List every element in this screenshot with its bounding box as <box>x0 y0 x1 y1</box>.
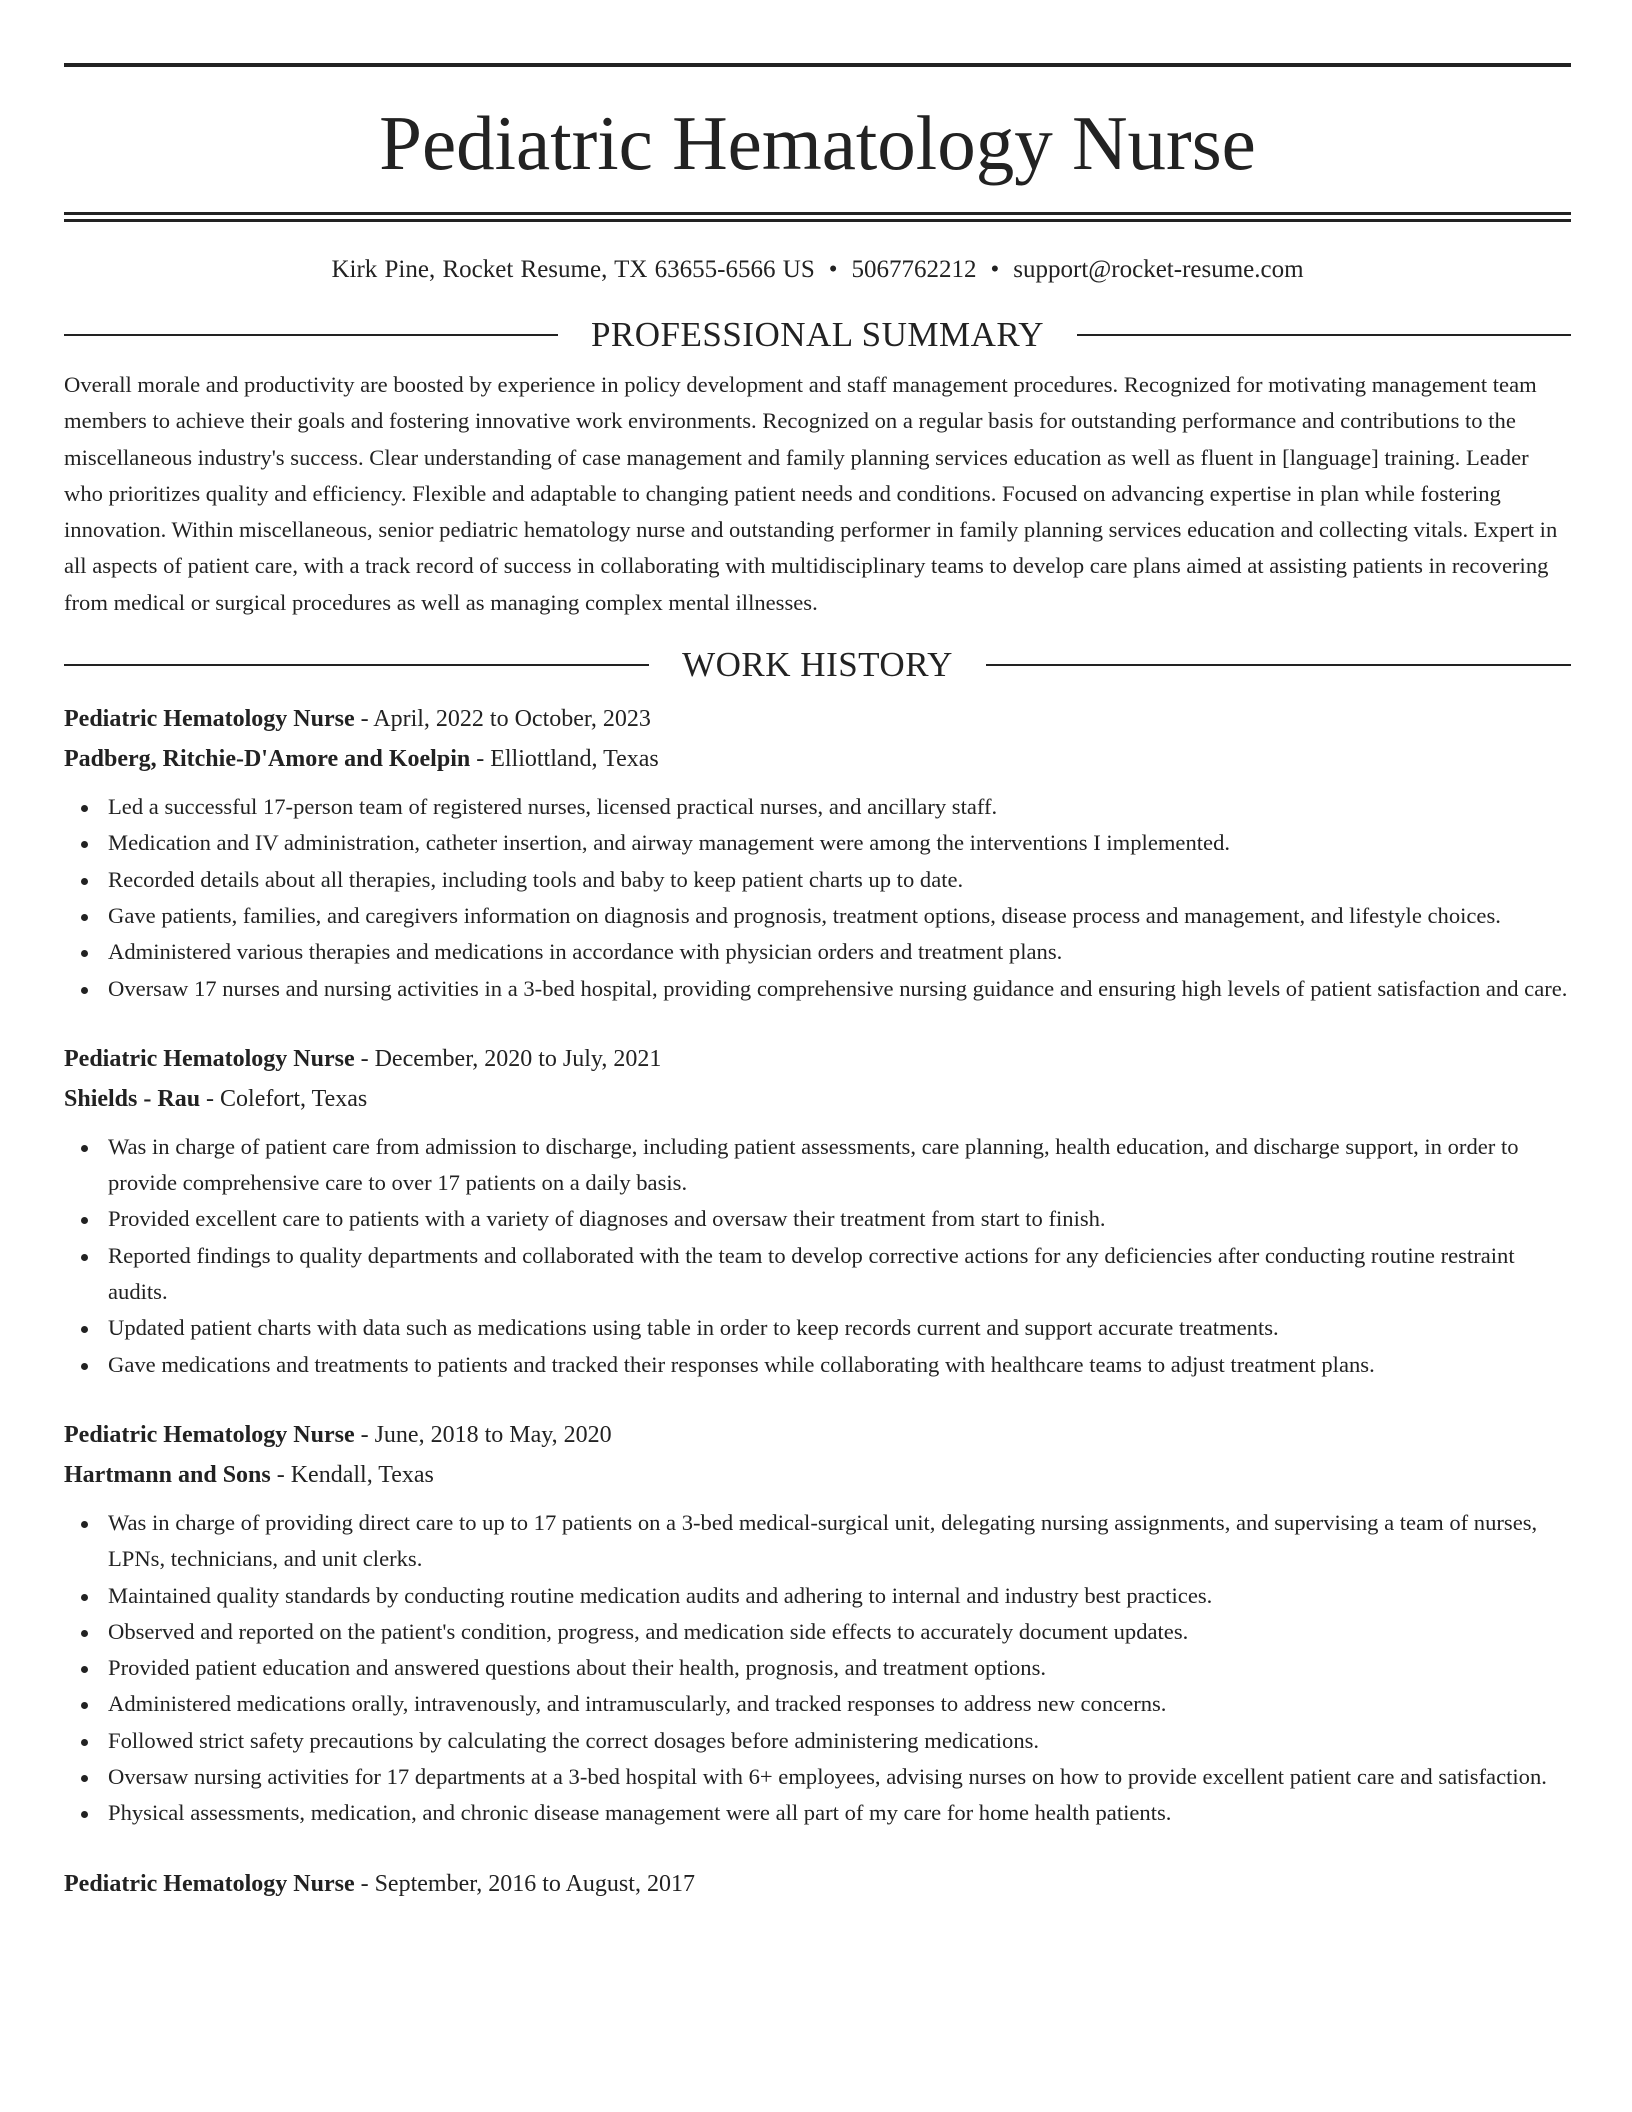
job-company: Padberg, Ritchie-D'Amore and Koelpin <box>64 746 471 773</box>
job-bullet: Maintained quality standards by conducting routine medication audits and adhering to internal and industry best practices. <box>64 1578 1571 1614</box>
job-dates: - June, 2018 to May, 2020 <box>354 1421 612 1448</box>
job-bullet: Gave medications and treatments to patients and tracked their responses while collaborating with healthcare teams to adjust treatment plans. <box>64 1347 1571 1383</box>
contact-separator: • <box>828 256 838 283</box>
job-title: Pediatric Hematology Nurse <box>64 1045 355 1072</box>
job-title-line <box>64 1039 1571 1079</box>
job-title-line <box>64 699 1571 739</box>
job-bullet: Oversaw 17 nurses and nursing activities in a 3-bed hospital, providing comprehensive nursing guidance and ensuring high levels of patient satisfaction and care. <box>64 971 1571 1007</box>
job-bullet-list <box>64 1505 1571 1832</box>
job-bullet: Was in charge of providing direct care to up to 17 patients on a 3-bed medical-surgical unit, delegating nursing assignments, and supervising a team of nurses, LPNs, technicians, and unit clerks. <box>64 1505 1571 1578</box>
job-bullet: Led a successful 17-person team of registered nurses, licensed practical nurses, and ancillary staff. <box>64 789 1571 825</box>
job-bullet: Updated patient charts with data such as medications using table in order to keep records current and support accurate treatments. <box>64 1310 1571 1346</box>
contact-line <box>64 255 1571 285</box>
job-dates: - December, 2020 to July, 2021 <box>354 1045 662 1072</box>
job-bullet: Was in charge of patient care from admission to discharge, including patient assessments, care planning, health education, and discharge support, in order to provide comprehensive care to over 17 patients on a daily basis. <box>64 1129 1571 1202</box>
job-entry <box>64 1039 1571 1383</box>
job-bullet: Oversaw nursing activities for 17 departments at a 3-bed hospital with 6+ employees, advising nurses on how to provide excellent patient care and satisfaction. <box>64 1759 1571 1795</box>
section-rule-right <box>1077 334 1571 336</box>
job-entry <box>64 699 1571 1007</box>
job-company: Shields - Rau <box>64 1085 201 1112</box>
job-company-line <box>64 1079 1571 1119</box>
resume-page <box>64 63 1571 1904</box>
job-title: Pediatric Hematology Nurse <box>64 706 355 733</box>
job-bullet-list <box>64 789 1571 1007</box>
job-title-line <box>64 1415 1571 1455</box>
job-title-line <box>64 1864 1571 1904</box>
job-spacer <box>64 1007 1571 1039</box>
job-bullet: Administered medications orally, intravenously, and intramuscularly, and tracked responses to address new concerns. <box>64 1686 1571 1722</box>
job-location: - Elliottland, Texas <box>470 746 659 773</box>
section-header-work-history <box>64 643 1571 687</box>
section-rule-left <box>64 334 558 336</box>
job-entry <box>64 1415 1571 1832</box>
job-company: Hartmann and Sons <box>64 1461 271 1488</box>
job-company-line <box>64 739 1571 779</box>
title-double-rule <box>64 212 1571 222</box>
job-spacer <box>64 1832 1571 1864</box>
job-bullet: Recorded details about all therapies, including tools and baby to keep patient charts up to date. <box>64 862 1571 898</box>
job-bullet: Observed and reported on the patient's condition, progress, and medication side effects to accurately document updates. <box>64 1614 1571 1650</box>
job-company-line <box>64 1455 1571 1495</box>
job-title: Pediatric Hematology Nurse <box>64 1870 355 1897</box>
contact-separator: • <box>990 256 1000 283</box>
contact-phone: 5067762212 <box>851 256 977 283</box>
job-title: Pediatric Hematology Nurse <box>64 1421 355 1448</box>
job-bullet-list <box>64 1129 1571 1383</box>
job-bullet: Provided excellent care to patients with a variety of diagnoses and oversaw their treatment from start to finish. <box>64 1201 1571 1237</box>
summary-paragraph: Overall morale and productivity are boosted by experience in policy development and staff management procedures. Recognized for motivating management team members to achieve their goals and fostering innovative work environments. Recognized on a regular basis for outstanding performance and contributions to the miscellaneous industry's success. Clear understanding of case management and family planning services education as well as fluent in [language] training. Leader who prioritizes quality and efficiency. Flexible and adaptable to changing patient needs and conditions. Focused on advancing expertise in plan while fostering innovation. Within miscellaneous, senior pediatric hematology nurse and outstanding performer in family planning services education and collecting vitals. Expert in all aspects of patient care, with a track record of success in collaborating with multidisciplinary teams to develop care plans aimed at assisting patients in recovering from medical or surgical procedures as well as managing complex mental illnesses. <box>64 372 1558 615</box>
job-bullet: Gave patients, families, and caregivers information on diagnosis and prognosis, treatment options, disease process and management, and lifestyle choices. <box>64 898 1571 934</box>
section-rule-left <box>64 664 649 666</box>
job-bullet: Medication and IV administration, catheter insertion, and airway management were among the interventions I implemented. <box>64 825 1571 861</box>
contact-email: support@rocket-resume.com <box>1013 256 1304 283</box>
job-bullet: Followed strict safety precautions by calculating the correct dosages before administering medications. <box>64 1723 1571 1759</box>
contact-address: Kirk Pine, Rocket Resume, TX 63655-6566 US <box>331 256 815 283</box>
job-dates: - April, 2022 to October, 2023 <box>354 706 651 733</box>
section-title: PROFESSIONAL SUMMARY <box>590 315 1045 354</box>
work-history-list <box>64 699 1571 1904</box>
section-rule-right <box>986 664 1571 666</box>
job-entry <box>64 1864 1571 1904</box>
top-rule <box>64 63 1571 67</box>
job-spacer <box>64 1383 1571 1415</box>
section-title: WORK HISTORY <box>682 645 953 685</box>
job-bullet: Physical assessments, medication, and chronic disease management were all part of my care for home health patients. <box>64 1795 1571 1831</box>
job-location: - Colefort, Texas <box>200 1085 368 1112</box>
resume-title: Pediatric Hematology Nurse <box>379 100 1256 186</box>
job-location: - Kendall, Texas <box>270 1461 434 1488</box>
job-bullet: Provided patient education and answered questions about their health, prognosis, and treatment options. <box>64 1650 1571 1686</box>
job-bullet: Administered various therapies and medications in accordance with physician orders and treatment plans. <box>64 934 1571 970</box>
section-header-summary <box>64 313 1571 357</box>
job-bullet: Reported findings to quality departments and collaborated with the team to develop corrective actions for any deficiencies after conducting routine restraint audits. <box>64 1238 1571 1311</box>
job-dates: - September, 2016 to August, 2017 <box>354 1870 695 1897</box>
